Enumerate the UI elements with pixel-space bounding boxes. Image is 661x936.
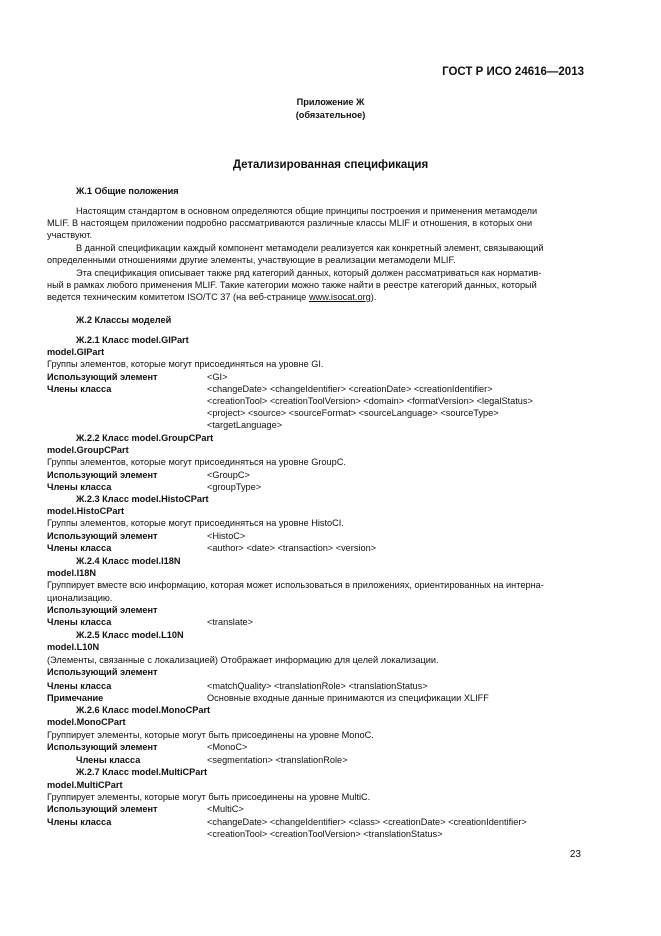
isocat-link[interactable]: www.isocat.org <box>308 292 371 302</box>
members-glpart-line: <project> <source> <sourceFormat> <sourceLanguage> <sourceType> <box>207 408 499 418</box>
paragraph-tail: ). <box>370 292 377 302</box>
page-number: 23 <box>569 849 581 860</box>
paragraph-line: ный в рамках любого применения MLIF. Такие категории можно также найти в реестре категорий данных, который <box>47 280 537 290</box>
section-title: Детализированная спецификация <box>232 159 429 171</box>
class-name-i18n: model.I18N <box>47 568 97 578</box>
paragraph-line: В данной спецификации каждый компонент метамодели реализуется как конкретный элемент, связывающий <box>76 243 544 253</box>
paragraph-text: ведется техническим комитетом ISO/TC 37 (на веб-странице <box>47 292 309 302</box>
paragraph-line-with-link <box>47 292 376 302</box>
label-using: Использующий элемент <box>47 742 158 752</box>
class-desc-histoc: Группы элементов, которые могут присоединяться на уровне HistoCI. <box>47 518 344 528</box>
subheading-i18n: Ж.2.4 Класс model.I18N <box>76 556 181 566</box>
members-multic-line: <creationTool> <creationToolVersion> <translationStatus> <box>207 829 443 839</box>
subheading-histoc: Ж.2.3 Класс model.HistoCPart <box>76 494 209 504</box>
members-glpart-line: <changeDate> <changeIdentifier> <creationDate> <creationIdentifier> <box>207 384 493 394</box>
label-using: Использующий элемент <box>47 470 158 480</box>
class-name-multic: model.MultiCPart <box>47 780 123 790</box>
label-using: Использующий элемент <box>47 372 158 382</box>
class-desc-l10n: (Элементы, связанные с локализацией) Отображает информацию для целей локализации. <box>47 655 439 665</box>
class-name-groupc: model.GroupCPart <box>47 445 129 455</box>
class-desc-i18n-cont: ционализацию. <box>47 593 113 603</box>
label-members: Члены класса <box>47 617 112 627</box>
using-glpart: <GI> <box>207 372 228 382</box>
members-glpart-line: <targetLanguage> <box>207 420 283 430</box>
members-i18n: <translate> <box>207 617 253 627</box>
class-desc-monoc: Группирует элементы, которые могут быть присоединены на уровне MonoC. <box>47 730 374 740</box>
class-desc-multic: Группирует элементы, которые могут быть присоединены на уровне MultiC. <box>47 792 371 802</box>
heading-2: Ж.2 Классы моделей <box>76 315 172 325</box>
using-multic: <MultiC> <box>207 804 244 814</box>
subheading-groupc: Ж.2.2 Класс model.GroupCPart <box>76 433 214 443</box>
class-name-histoc: model.HistoCPart <box>47 506 125 516</box>
label-members: Члены класса <box>47 384 112 394</box>
paragraph-line: участвуют. <box>47 230 92 240</box>
paragraph-line: MLIF. В настоящем приложении подробно рассматриваются различные классы MLIF и отношения, в которых они <box>47 218 533 228</box>
subheading-l10n: Ж.2.5 Класс model.L10N <box>76 630 184 640</box>
label-using: Использующий элемент <box>47 531 158 541</box>
label-using: Использующий элемент <box>47 605 158 615</box>
class-desc-i18n: Группирует вместе всю информацию, которая может использоваться в приложениях, ориентированных на интерна- <box>47 580 544 590</box>
label-note: Примечание <box>47 693 104 703</box>
label-members: Члены класса <box>47 482 112 492</box>
label-using: Использующий элемент <box>47 667 158 677</box>
using-histoc: <HistoC> <box>207 531 246 541</box>
paragraph-line: Настоящим стандартом в основном определяются общие принципы построения и применения метамодели <box>76 206 538 216</box>
members-glpart-line: <creationTool> <creationToolVersion> <domain> <formatVersion> <legalStatus> <box>207 396 533 406</box>
heading-1: Ж.1 Общие положения <box>76 186 179 196</box>
paragraph-line: Эта спецификация описывает также ряд категорий данных, который должен рассматриваться как норматив- <box>76 268 542 278</box>
class-name-glpart: model.GIPart <box>47 347 105 357</box>
members-histoc: <author> <date> <transaction> <version> <box>207 543 377 553</box>
members-l10n: <matchQuality> <translationRole> <translationStatus> <box>207 681 428 691</box>
subheading-monoc: Ж.2.6 Класс model.MonoCPart <box>76 705 211 715</box>
using-monoc: <MonoC> <box>207 742 248 752</box>
class-name-monoc: model.MonoCPart <box>47 717 126 727</box>
label-members: Члены класса <box>47 681 112 691</box>
using-groupc: <GroupC> <box>207 470 250 480</box>
label-members: Члены класса <box>76 755 141 765</box>
note-l10n: Основные входные данные принимаются из спецификации XLIFF <box>207 693 489 703</box>
paragraph-line: определенными отношениями другие элементы, участвующие в реализации метамодели MLIF. <box>47 255 456 265</box>
members-monoc: <segmentation> <translationRole> <box>207 755 348 765</box>
label-members: Члены класса <box>47 543 112 553</box>
document-header: ГОСТ Р ИСО 24616—2013 <box>442 66 584 78</box>
members-multic-line: <changeDate> <changeIdentifier> <class> <creationDate> <creationIdentifier> <box>207 817 527 827</box>
label-using: Использующий элемент <box>47 804 158 814</box>
class-name-l10n: model.L10N <box>47 642 100 652</box>
members-groupc: <groupType> <box>207 482 262 492</box>
annex-title: Приложение Ж <box>296 97 365 107</box>
subheading-multic: Ж.2.7 Класс model.MultiCPart <box>76 767 208 777</box>
subheading-glpart: Ж.2.1 Класс model.GIPart <box>76 335 189 345</box>
label-members: Члены класса <box>47 817 112 827</box>
annex-status: (обязательное) <box>295 110 366 120</box>
class-desc-glpart: Группы элементов, которые могут присоединяться на уровне GI. <box>47 359 324 369</box>
class-desc-groupc: Группы элементов, которые могут присоединяться на уровне GroupC. <box>47 457 346 467</box>
